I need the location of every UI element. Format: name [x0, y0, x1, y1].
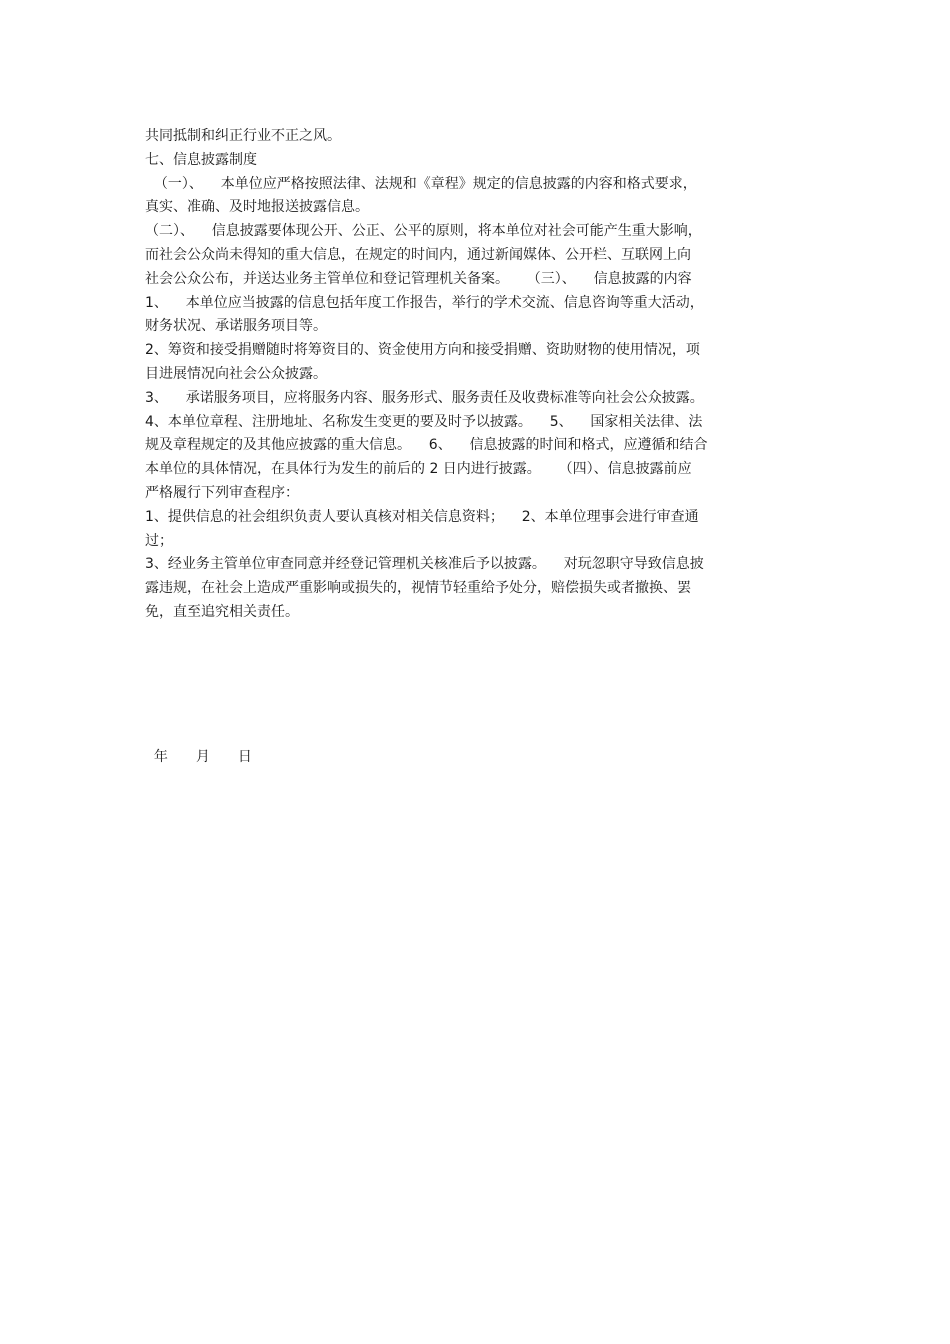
date-month: 月 [195, 749, 210, 765]
text-line: 财务状况、承诺服务项目等。 [145, 318, 327, 335]
text-line: 露违规，在社会上造成严重影响或损失的，视情节轻重给予处分，赔偿损失或者撤换、罢 [145, 580, 691, 597]
text-line: 社会公众公布，并送达业务主管单位和登记管理机关备案。 （三）、 信息披露的内容 [145, 270, 692, 287]
text-line: 共同抵制和纠正行业不正之风。 [145, 128, 341, 144]
text-line: 免，直至追究相关责任。 [145, 603, 299, 620]
date-year: 年 [153, 749, 168, 765]
text-line: 严格履行下列审查程序： [145, 484, 299, 501]
text-line: 1、提供信息的社会组织负责人要认真核对相关信息资料； 2、本单位理事会进行审查通 [145, 508, 699, 525]
text-line: 而社会公众尚未得知的重大信息，在规定的时间内，通过新闻媒体、公开栏、互联网上向 [145, 246, 691, 263]
text-line: （二）、 信息披露要体现公开、公正、公平的原则，将本单位对社会可能产生重大影响， [145, 223, 702, 240]
text-line: 2、筹资和接受捐赠随时将筹资目的、资金使用方向和接受捐赠、资助财物的使用情况，项 [145, 342, 700, 359]
section-heading: 七、信息披露制度 [145, 151, 257, 168]
text-line: 3、 承诺服务项目，应将服务内容、服务形式、服务责任及收费标准等向社会公众披露。 [145, 389, 704, 406]
date-line [145, 724, 252, 768]
text-line: 规及章程规定的及其他应披露的重大信息。 6、 信息披露的时间和格式，应遵循和结合 [145, 437, 708, 454]
date-day: 日 [237, 749, 252, 765]
text-line: 目进展情况向社会公众披露。 [145, 365, 327, 382]
text-line: 1、 本单位应当披露的信息包括年度工作报告，举行的学术交流、信息咨询等重大活动， [145, 294, 704, 311]
text-line: 过； [145, 532, 173, 549]
text-line: 3、经业务主管单位审查同意并经登记管理机关核准后予以披露。 对玩忽职守导致信息披 [145, 556, 704, 573]
text-line: 4、本单位章程、注册地址、名称发生变更的要及时予以披露。 5、 国家相关法律、法 [145, 413, 703, 430]
text-line: 真实、准确、及时地报送披露信息。 [145, 199, 369, 216]
text-line: 本单位的具体情况，在具体行为发生的前后的 2 日内进行披露。 （四）、信息披露前应 [145, 461, 692, 478]
document-body [145, 125, 820, 625]
text-line: （一）、 本单位应严格按照法律、法规和《章程》规定的信息披露的内容和格式要求， [145, 175, 697, 192]
